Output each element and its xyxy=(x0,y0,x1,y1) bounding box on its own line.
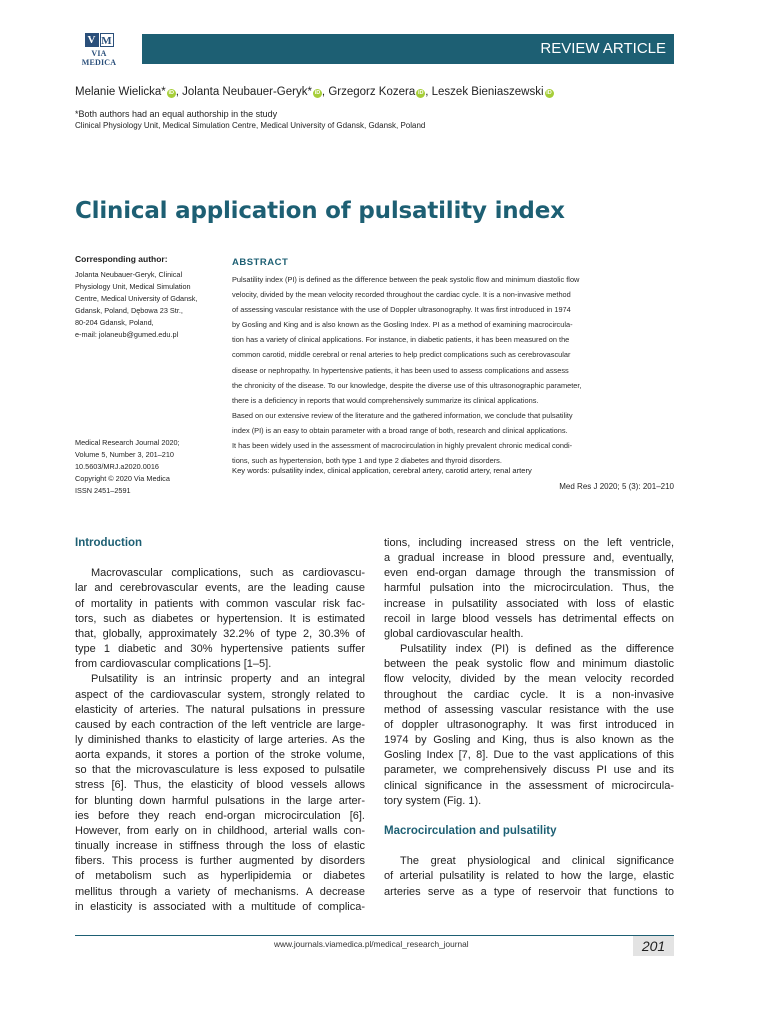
abstract-line: tions, such as hypertension, both type 1 and type 2 diabetes and thyroid disorders. xyxy=(232,456,502,466)
abstract-line: the chronicity of the disease. To our knowledge, despite the diverse use of this ultrasonographic parameter, xyxy=(232,380,582,390)
orcid-icon[interactable]: iD xyxy=(418,90,424,96)
abstract-line: common carotid, middle cerebral or renal arteries to help predict complications such as cerebrovascular xyxy=(232,350,571,360)
affiliation: Clinical Physiology Unit, Medical Simulation Centre, Medical University of Gdansk, Gdansk, Poland xyxy=(75,121,426,130)
body-line: Macrovascular complications, such as cardiovascu- xyxy=(91,567,365,580)
section-label-bar xyxy=(142,34,674,64)
author-name: Melanie Wielicka* xyxy=(75,86,166,98)
body-line: between the peak systolic flow and minimum diastolic xyxy=(384,658,674,671)
journal-info xyxy=(75,437,225,497)
article-title: Clinical application of pulsatility index xyxy=(75,198,565,224)
body-line: that, globally, approximately 32.2% of type 2, 30.3% of xyxy=(75,627,365,640)
body-column-left xyxy=(75,536,365,915)
body-line: stress [6]. Thus, the elasticity of blood vessels allows xyxy=(75,779,365,792)
abstract-line: velocity, divided by the mean velocity recorded throughout the cardiac cycle. It is a non-invasive method xyxy=(232,290,571,300)
logo-name: VIA MEDICA xyxy=(81,49,117,67)
abstract-line: tion has a variety of clinical applications. For instance, in diabetic patients, it has been measured on the xyxy=(232,335,570,345)
body-line: clinical significance in the assessment of microcircula- xyxy=(384,779,674,792)
body-line: caused by each contraction of the left ventricle are large- xyxy=(75,718,365,731)
section-heading-introduction: Introduction xyxy=(75,537,143,549)
corresponding-author-heading: Corresponding author: xyxy=(75,254,168,264)
doi-link[interactable]: 10.5603/MRJ.a2020.0016 xyxy=(75,462,159,472)
body-line: The great physiological and clinical significance xyxy=(400,855,674,868)
journal-info-line: ISSN 2451–2591 xyxy=(75,486,131,496)
body-line: tions, including increased stress on the left ventricle, xyxy=(384,537,674,549)
body-line: throughout the cardiac cycle. It is a non-invasive xyxy=(384,688,674,701)
footer-url[interactable]: www.journals.viamedica.pl/medical_research_journal xyxy=(274,939,469,949)
body-line: 1974 by Gosling and King, thus is also known as the xyxy=(384,734,674,747)
body-line: for blunting down harmful pulsations in the large arter- xyxy=(75,794,365,807)
author-list: Melanie Wielicka* iD , Jolanta Neubauer-Geryk* iD , Grzegorz Kozera iD , Leszek Bieniaszewski iD xyxy=(75,86,552,98)
body-line: tinually increase in stiffness through the loss of elastic xyxy=(75,840,365,853)
abstract-line: It has been widely used in the assessment of macrocirculation in highly prevalent chronic medical condi- xyxy=(232,441,573,451)
logo-letter-v: V xyxy=(85,33,99,47)
abstract-line: by Gosling and King and is also known as the Gosling Index. PI as a method of examining macrocircula- xyxy=(232,320,573,330)
abstract-heading: ABSTRACT xyxy=(232,257,289,268)
body-column-right xyxy=(384,536,674,900)
body-line: Pulsatility index (PI) is defined as the difference xyxy=(400,643,674,656)
body-line: in elasticity is associated with a multitude of complica- xyxy=(75,900,365,913)
orcid-icon[interactable]: iD xyxy=(314,90,321,96)
abstract-line: Pulsatility index (PI) is defined as the difference between the peak systolic flow and minimum diastolic flow xyxy=(232,275,580,284)
body-line: type 1 diabetic and 30% hypertensive patients suffer xyxy=(75,643,365,656)
body-line: However, from early on in childhood, arterial walls con- xyxy=(75,824,365,837)
body-line: fibers. This process is further augmented by disorders xyxy=(75,855,365,868)
body-line: tors, such as diabetes or hypertension. It is estimated xyxy=(75,612,365,625)
abstract-line: there is a deficiency in reports that would comprehensively summarize its clinical applications. xyxy=(232,395,539,405)
corresponding-author-details xyxy=(75,269,225,342)
body-line: harmful pulsation into the microcirculation. Thus, the xyxy=(384,582,674,595)
equal-authorship-note: *Both authors had an equal authorship in the study xyxy=(75,109,278,119)
corresponding-email[interactable]: e-mail: jolaneub@gumed.edu.pl xyxy=(75,330,179,340)
section-label: REVIEW ARTICLE xyxy=(540,40,666,57)
body-line: aorta expands, it stores a portion of the stroke volume, xyxy=(75,749,365,762)
body-line: method of assessing vascular resistance with the use xyxy=(384,703,674,716)
body-line: a gradual increase in blood pressure and, eventually, xyxy=(384,552,674,565)
journal-info-line: Copyright © 2020 Via Medica xyxy=(75,474,170,484)
body-line: elasticity of arteries. The natural pulsations in pressure xyxy=(75,703,365,716)
body-line: so that the microvasculature is less exposed to pulsatile xyxy=(75,764,365,777)
citation: Med Res J 2020; 5 (3): 201–210 xyxy=(559,482,674,491)
body-line: recoil in large blood vessels has detrimental effects on xyxy=(384,612,674,625)
body-line: even end-organ damage through the transmission of xyxy=(384,567,674,580)
body-line: mellitus through a variety of mechanisms. A decrease xyxy=(75,885,365,898)
footer-rule xyxy=(75,935,674,936)
abstract-line: Based on our extensive review of the literature and the gathered information, we conclude that pulsatility xyxy=(232,410,573,420)
body-line: tory system (Fig. 1). xyxy=(384,794,482,807)
logo-mark xyxy=(74,33,124,47)
orcid-icon[interactable]: iD xyxy=(168,90,175,96)
body-line: of doppler ultrasonography. It was first introduced in xyxy=(384,718,674,731)
journal-info-line: Medical Research Journal 2020; xyxy=(75,438,180,447)
abstract-line: index (PI) is an easy to obtain parameter with a broad range of both, research and clinical applications. xyxy=(232,425,568,435)
corresponding-line: Gdansk, Poland, Dębowa 23 Str., xyxy=(75,306,183,316)
abstract-text xyxy=(232,272,674,468)
keywords: Key words: pulsatility index, clinical application, cerebral artery, carotid artery, renal artery xyxy=(232,466,532,475)
corresponding-line: Jolanta Neubauer-Geryk, Clinical xyxy=(75,270,183,279)
logo-letter-m: M xyxy=(101,35,112,47)
body-line: from cardiovascular complications [1–5]. xyxy=(75,658,272,671)
abstract-line: disease or nephropathy. In hypertensive patients, it has been used to assess complications and assess xyxy=(232,365,569,375)
via-medica-logo xyxy=(74,33,124,67)
body-line: parameter, we comprehensively discuss PI use and its xyxy=(384,764,674,777)
author-name: Grzegorz Kozera xyxy=(328,86,416,98)
body-line: ly diminished thanks to elasticity of large arteries. As the xyxy=(75,734,365,746)
body-line: arteries serve as a type of reservoir that functions to xyxy=(384,885,674,898)
body-line: of arterial pulsatility is related to how the large, elastic xyxy=(384,870,674,883)
corresponding-line: Centre, Medical University of Gdansk, xyxy=(75,294,198,304)
body-line: aspect of the cardiovascular system, strongly related to xyxy=(75,688,365,701)
body-line: of metabolism such as hyperlipidemia or diabetes xyxy=(75,870,365,883)
section-heading-macrocirculation: Macrocirculation and pulsatility xyxy=(384,824,557,837)
corresponding-line: Physiology Unit, Medical Simulation xyxy=(75,282,191,292)
page-number: 201 xyxy=(633,936,674,956)
author-name: Jolanta Neubauer-Geryk* xyxy=(182,86,312,98)
body-line: increase in pulsatility associated with loss of elastic xyxy=(384,597,674,610)
body-line: ies before they reach end-organ microcirculation [6]. xyxy=(75,809,365,822)
orcid-icon[interactable]: iD xyxy=(546,90,552,96)
body-line: flow velocity, divided by the mean velocity recorded xyxy=(384,673,674,686)
journal-info-line: Volume 5, Number 3, 201–210 xyxy=(75,450,174,460)
body-line: Pulsatility is an intrinsic property and an integral xyxy=(91,673,365,686)
body-line: of mortality in patients with common vascular risk fac- xyxy=(75,597,365,610)
author-name: Leszek Bieniaszewski xyxy=(431,86,544,98)
abstract-line: of assessing vascular resistance with the use of Doppler ultrasonography. It was first introduced in 1974 xyxy=(232,305,571,315)
body-line: Gosling Index [7, 8]. Due to the vast applications of this xyxy=(384,749,674,762)
corresponding-line: 80-204 Gdansk, Poland, xyxy=(75,318,154,328)
body-line: lar and cerebrovascular events, are the leading cause xyxy=(75,582,365,595)
body-line: global cardiovascular health. xyxy=(384,627,524,640)
